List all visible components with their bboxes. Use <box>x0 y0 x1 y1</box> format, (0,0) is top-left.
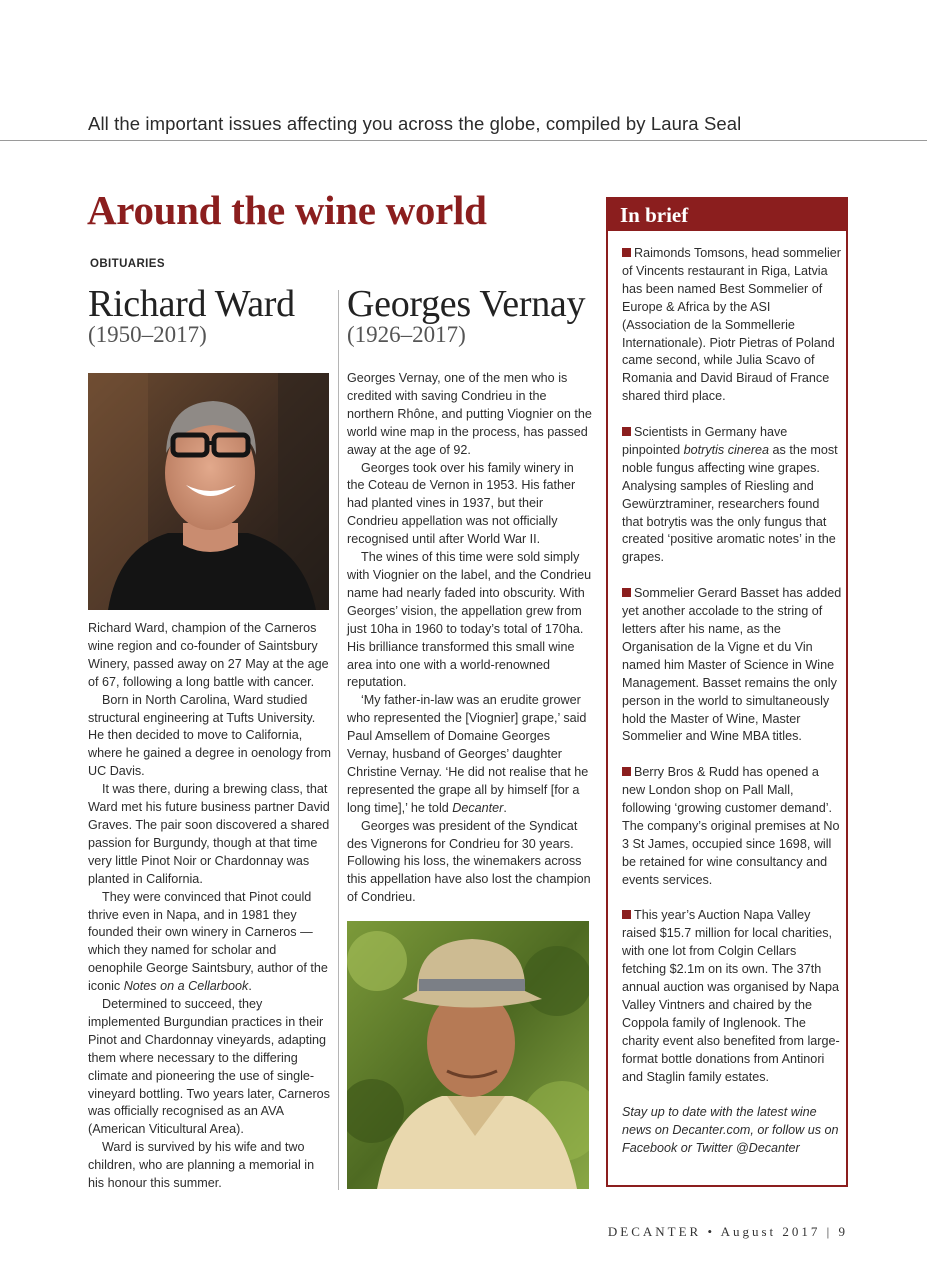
square-bullet-icon <box>622 588 631 597</box>
in-brief-list <box>622 245 842 1158</box>
column-divider <box>338 290 339 1190</box>
ward-paragraph: They were convinced that Pinot could thrive even in Napa, and in 1981 they founded their own winery in Carneros — which they named for scholar and oenophile George Saintsbury, author of the iconic Notes on a Cellarbook. <box>88 889 328 994</box>
ward-years: (1950–2017) <box>88 322 207 347</box>
vernay-paragraph: Georges took over his family winery in the Coteau de Vernon in 1953. His father had planted vines in 1937, but their Condrieu appellation was not officially recognised until after World War II. <box>347 460 576 547</box>
ward-paragraph: Richard Ward, champion of the Carneros wine region and co-founder of Saintsbury Winery, passed away on 27 May at the age of 67, following a long battle with cancer. <box>88 621 329 689</box>
vernay-portrait <box>347 921 589 1189</box>
magazine-name: Decanter <box>452 800 504 815</box>
header-rule <box>0 140 927 141</box>
in-brief-box <box>606 197 848 1187</box>
page-title: Around the wine world <box>87 187 487 233</box>
standfirst: All the important issues affecting you across the globe, compiled by Laura Seal <box>88 113 742 134</box>
ward-paragraph: Ward is survived by his wife and two children, who are planning a memorial in his honour this summer. <box>88 1140 315 1191</box>
vernay-years: (1926–2017) <box>347 322 466 347</box>
list-item: Sommelier Gerard Basset has added yet another accolade to the string of letters after his name, as the Organisation de la Vigne et du Vin named him Master of Science in Wine Management. Basset remains the only person in the world to simultaneously hold the Master of Wine, Master Sommelier and Wine MBA titles. <box>622 586 842 744</box>
list-item: Scientists in Germany have pinpointed botrytis cinerea as the most noble fungus affecting wine grapes. Analysing samples of Riesling and Gewürztraminer, researchers found that botrytis was the only fungus that created ‘positive aromatic notes’ in the grapes. <box>622 425 838 565</box>
in-brief-footer: Stay up to date with the latest wine news on Decanter.com, or follow us on Facebook or Twitter @Decanter <box>622 1105 839 1156</box>
footer-separator: | <box>826 1224 833 1239</box>
vernay-paragraph: The wines of this time were sold simply with Viognier on the label, and the Condrieu name had nearly faded into obscurity. With Georges’ vision, the appellation grew from just 10ha in 1960 to today’s total of 170ha. His brilliance transformed this small wine area into one with a world-renowned reputation. <box>347 550 592 690</box>
page-number: 9 <box>838 1224 848 1239</box>
vernay-article <box>347 370 593 907</box>
ward-paragraph: Determined to succeed, they implemented Burgundian practices in their Pinot and Chardonnay vineyards, adapting them where necessary to the differing climate and pioneering the use of single-vineyard bottling. Two years later, Carneros was officially recognised as an AVA (American Viticultural Area). <box>88 997 330 1137</box>
vernay-name: Georges Vernay <box>347 283 586 325</box>
ward-article <box>88 620 331 1193</box>
square-bullet-icon <box>622 248 631 257</box>
ward-name: Richard Ward <box>88 283 295 325</box>
list-item: This year’s Auction Napa Valley raised $15.7 million for local charities, with one lot from Colgin Cellars fetching $2.1m on its own. The 37th annual auction was organised by Napa Valley Vintners and chaired by the Coppola family of Inglenook. The charity event also benefited from large-format bottle donations from Antinori and Staglin family estates. <box>622 908 840 1084</box>
vernay-paragraph: Georges Vernay, one of the men who is credited with saving Condrieu in the northern Rhône, and putting Viognier on the world wine map in the process, has passed away at the age of 92. <box>347 371 592 457</box>
list-item: Raimonds Tomsons, head sommelier of Vincents restaurant in Riga, Latvia has been named Best Sommelier of Europe & Africa by the ASI (Association de la Sommellerie Internationale). Piotr Pietras of Poland came second, while Julia Scavo of Romania and David Biraud of France shared third place. <box>622 246 841 404</box>
page-footer <box>608 1224 848 1240</box>
footer-bullet: • <box>707 1224 716 1239</box>
vernay-paragraph: Georges was president of the Syndicat des Vignerons for Condrieu for 30 years. Following his loss, the winemakers across this appellation have also lost the champion of Condrieu. <box>347 818 591 905</box>
ward-portrait <box>88 373 329 610</box>
list-item: Berry Bros & Rudd has opened a new London shop on Pall Mall, following ‘growing customer demand’. The company’s original premises at No 3 St James, occupied since 1698, will be retained for wine consultancy and events services. <box>622 765 840 887</box>
square-bullet-icon <box>622 910 631 919</box>
section-kicker: OBITUARIES <box>90 258 165 270</box>
ward-paragraph: It was there, during a brewing class, that Ward met his future business partner David Graves. The pair soon discovered a shared passion for Burgundy, though at that time very little Pinot Noir or Chardonnay was planted in California. <box>88 782 330 886</box>
square-bullet-icon <box>622 427 631 436</box>
book-title: Notes on a Cellarbook <box>123 979 249 994</box>
issue-date: August 2017 <box>720 1224 821 1239</box>
in-brief-title: In brief <box>608 199 846 231</box>
square-bullet-icon <box>622 767 631 776</box>
ward-paragraph: Born in North Carolina, Ward studied structural engineering at Tufts University. He then decided to move to California, where he gained a degree in oenology from UC Davis. <box>88 692 331 779</box>
vernay-paragraph: ‘My father-in-law was an erudite grower who represented the [Viognier] grape,’ said Paul Amsellem of Domaine Georges Vernay, husband of Georges’ daughter Christine Vernay. ‘He did not realise that he represented the grape all by himself [for a long time],’ he told Decanter. <box>347 693 589 815</box>
magazine-title: DECANTER <box>607 1224 702 1239</box>
